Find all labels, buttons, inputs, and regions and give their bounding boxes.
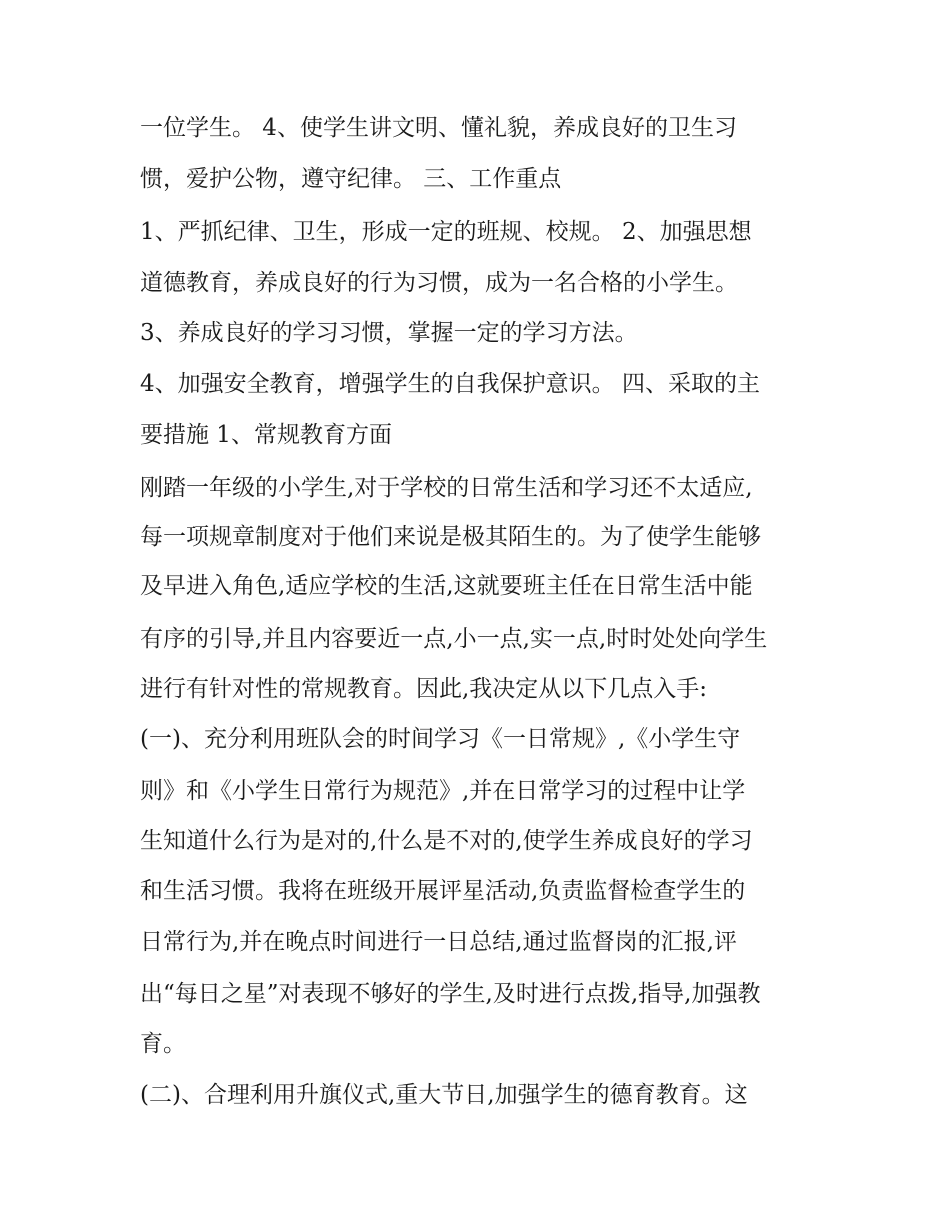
- text-line-6: 4、加强安全教育，增强学生的自我保护意识。 四、采取的主: [140, 371, 760, 397]
- text-line-1: 一位学生。 4、使学生讲文明、懂礼貌，养成良好的卫生习: [140, 115, 737, 141]
- text-line-19: 育。: [140, 1031, 186, 1057]
- text-line-7: 要措施 1、常规教育方面: [140, 422, 392, 448]
- text-line-8: 刚踏一年级的小学生,对于学校的日常生活和学习还不太适应,: [140, 475, 753, 501]
- text-line-4: 道德教育，养成良好的行为习惯，成为一名合格的小学生。: [140, 270, 738, 296]
- text-line-3: 1、严抓纪律、卫生，形成一定的班规、校规。 2、加强思想: [140, 219, 752, 245]
- text-line-12: 进行有针对性的常规教育。因此,我决定从以下几点入手:: [140, 676, 708, 702]
- text-line-15: 生知道什么行为是对的,什么是不对的,使学生养成良好的学习: [140, 828, 753, 854]
- text-line-11: 有序的引导,并且内容要近一点,小一点,实一点,时时处处向学生: [140, 626, 768, 652]
- text-line-16: 和生活习惯。我将在班级开展评星活动,负责监督检查学生的: [140, 878, 746, 904]
- text-line-10: 及早进入角色,适应学校的生活,这就要班主任在日常生活中能: [140, 573, 753, 599]
- text-line-9: 每一项规章制度对于他们来说是极其陌生的。为了使学生能够: [140, 524, 761, 550]
- text-line-13: (一)、充分利用班队会的时间学习《一日常规》,《小学生守: [140, 726, 741, 752]
- text-line-20: (二)、合理利用升旗仪式,重大节日,加强学生的德育教育。这: [140, 1082, 748, 1108]
- text-line-17: 日常行为,并在晚点时间进行一日总结,通过监督岗的汇报,评: [140, 929, 737, 955]
- text-line-18: 出“每日之星”对表现不够好的学生,及时进行点拨,指导,加强教: [140, 981, 761, 1007]
- text-line-14: 则》和《小学生日常行为规范》,并在日常学习的过程中让学: [140, 778, 746, 804]
- text-line-5: 3、养成良好的学习习惯，掌握一定的学习方法。: [140, 320, 638, 346]
- text-line-2: 惯，爱护公物，遵守纪律。 三、工作重点: [140, 166, 562, 192]
